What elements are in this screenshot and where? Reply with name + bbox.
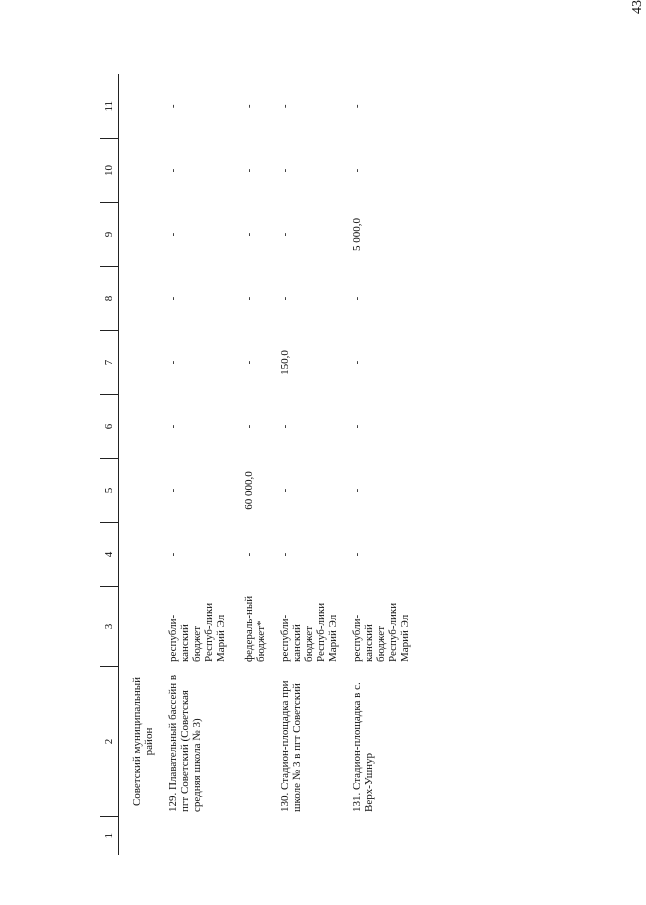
table-cell: 60 000,0 [243,471,255,510]
funding-source: республи-канский бюджет Респуб-лики Марий Эл [279,602,339,662]
table-cell: 150,0 [279,350,291,375]
col-header: 8 [100,267,119,331]
table-cell: - [351,168,363,173]
district-row [119,75,166,855]
table-cell: 5 000,0 [351,218,363,251]
table-cell: - [351,296,363,301]
district-name: Советский муниципальный район [131,676,155,807]
table-cell: - [243,424,255,429]
table-cell: - [167,552,179,557]
table-cell: - [167,232,179,237]
table-cell: - [351,360,363,365]
table-cell: - [279,424,291,429]
col-header: 2 [100,667,119,817]
page-number: 43 [630,0,645,14]
funding-source: республи-канский бюджет Респуб-лики Марий Эл [351,602,411,662]
object-name: 130. Стадион-площадка при школе № 3 в пгт Советский [279,680,303,812]
table-cell: - [279,488,291,493]
table-cell: - [279,232,291,237]
table-cell: - [167,360,179,365]
table-cell: - [351,424,363,429]
rotated-table-container [100,75,500,855]
table-cell: - [167,296,179,301]
table-row [229,75,269,855]
table-cell: - [167,104,179,109]
data-table [100,75,413,856]
col-header: 6 [100,395,119,459]
table-cell: - [167,424,179,429]
table-cell: - [351,488,363,493]
object-name: 131. Стадион-площадка в с. Верх-Ушнур [351,682,375,812]
table-cell: - [167,488,179,493]
header-row [100,75,119,855]
col-header: 10 [100,139,119,203]
table-cell: - [351,104,363,109]
col-header: 5 [100,459,119,523]
table-cell: - [243,168,255,173]
table-cell: - [243,552,255,557]
table-cell: - [243,360,255,365]
table-row [165,75,229,855]
col-header: 7 [100,331,119,395]
object-name: 129. Плавательный бассейн в пгт Советский (Советская средняя школа № 3) [167,674,203,812]
table-cell: - [243,296,255,301]
table-cell: - [279,296,291,301]
table-row [341,75,413,855]
table-cell: - [279,104,291,109]
col-header: 9 [100,203,119,267]
table-cell: - [243,232,255,237]
table-row [269,75,341,855]
table-cell: - [279,552,291,557]
col-header: 4 [100,523,119,587]
object-name [229,667,269,817]
col-header: 3 [100,587,119,667]
table-cell: - [279,168,291,173]
funding-source: республи-канский бюджет Респуб-лики Марий Эл [167,602,227,662]
col-header: 11 [100,75,119,139]
table-cell: - [243,104,255,109]
col-header: 1 [100,817,119,855]
funding-source: федераль-ный бюджет* [243,595,267,662]
table-cell: - [167,168,179,173]
table-cell: - [351,552,363,557]
